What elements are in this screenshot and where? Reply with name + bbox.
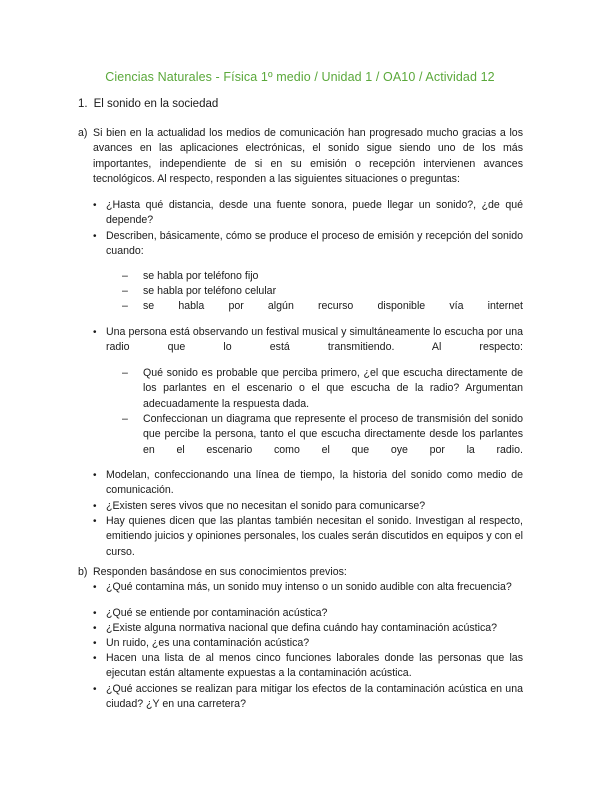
section-title bbox=[78, 98, 218, 110]
sub-list-item: Confeccionan un diagrama que represente el proceso de transmisión del sonido que percibe la persona, tanto el que escucha directamente desde los parlantes en el escenario como el que oye por la radio. bbox=[143, 413, 523, 456]
bullet-dot: • bbox=[93, 684, 97, 695]
part-b-intro: Responden basándose en sus conocimientos previos: bbox=[93, 566, 347, 578]
sub-list-item: Qué sonido es probable que perciba primero, ¿el que escucha directamente de los parlantes en el escenario o el que escucha de la radio? Argumentan adecuadamente la respuesta dada. bbox=[143, 367, 523, 410]
list-item: ¿Hasta qué distancia, desde una fuente sonora, puede llegar un sonido?, ¿de qué depende? bbox=[106, 199, 523, 227]
bullet-dot: • bbox=[93, 231, 97, 242]
list-item: ¿Existen seres vivos que no necesitan el sonido para comunicarse? bbox=[106, 500, 426, 512]
list-item: Hay quienes dicen que las plantas también necesitan el sonido. Investigan al respecto, emitiendo juicios y opiniones personales, los cuales serán discutidos en equipos y con el curso. bbox=[106, 515, 523, 558]
list-item: ¿Existe alguna normativa nacional que defina cuándo hay contaminación acústica? bbox=[106, 622, 498, 634]
list-item: ¿Qué acciones se realizan para mitigar los efectos de la contaminación acústica en una ciudad? ¿Y en una carretera? bbox=[106, 683, 523, 711]
dash-marker: – bbox=[122, 300, 128, 312]
list-item: ¿Qué contamina más, un sonido muy intenso o un sonido audible con alta frecuencia? bbox=[106, 581, 512, 593]
list-item: Hacen una lista de al menos cinco funciones laborales donde las personas que las ejecutan están altamente expuestas a la contaminación acústica. bbox=[106, 652, 523, 680]
list-item: Un ruido, ¿es una contaminación acústica? bbox=[106, 637, 310, 649]
dash-marker: – bbox=[122, 367, 128, 379]
dash-marker: – bbox=[122, 285, 128, 297]
bullet-dot: • bbox=[93, 516, 97, 527]
part-a-label: a) bbox=[78, 127, 88, 139]
sub-list-item: se habla por teléfono celular bbox=[143, 285, 277, 297]
part-b-label: b) bbox=[78, 566, 88, 578]
bullet-dot: • bbox=[93, 653, 97, 664]
dash-marker: – bbox=[122, 270, 128, 282]
list-item: Una persona está observando un festival musical y simultáneamente lo escucha por una radio que lo está transmitiendo. Al respecto: bbox=[106, 326, 523, 354]
part-a-intro: Si bien en la actualidad los medios de comunicación han progresado mucho gracias a los avances en las aplicaciones electrónicas, el sonido sigue siendo uno de los más importantes, independiente de si en su emisión o recepción intervienen avances tecnológicos. Al respecto, responden a las siguientes situaciones o preguntas: bbox=[93, 127, 523, 186]
sub-list-item: se habla por teléfono fijo bbox=[143, 270, 259, 282]
list-item: Describen, básicamente, cómo se produce el proceso de emisión y recepción del sonido cuando: bbox=[106, 230, 523, 258]
sub-list-item: se habla por algún recurso disponible vía internet bbox=[143, 300, 523, 312]
list-item: ¿Qué se entiende por contaminación acústica? bbox=[106, 607, 328, 619]
dash-marker: – bbox=[122, 413, 128, 425]
bullet-dot: • bbox=[93, 501, 97, 512]
bullet-dot: • bbox=[93, 623, 97, 634]
bullet-dot: • bbox=[93, 327, 97, 338]
section-number: 1. bbox=[78, 98, 88, 110]
section-title-text: El sonido en la sociedad bbox=[93, 98, 219, 110]
list-item: Modelan, confeccionando una línea de tiempo, la historia del sonido como medio de comunicación. bbox=[106, 469, 523, 497]
bullet-dot: • bbox=[93, 608, 97, 619]
bullet-dot: • bbox=[93, 582, 97, 593]
bullet-dot: • bbox=[93, 470, 97, 481]
page-header: Ciencias Naturales - Física 1º medio / Unidad 1 / OA10 / Actividad 12 bbox=[105, 70, 495, 84]
bullet-dot: • bbox=[93, 638, 97, 649]
bullet-dot: • bbox=[93, 200, 97, 211]
